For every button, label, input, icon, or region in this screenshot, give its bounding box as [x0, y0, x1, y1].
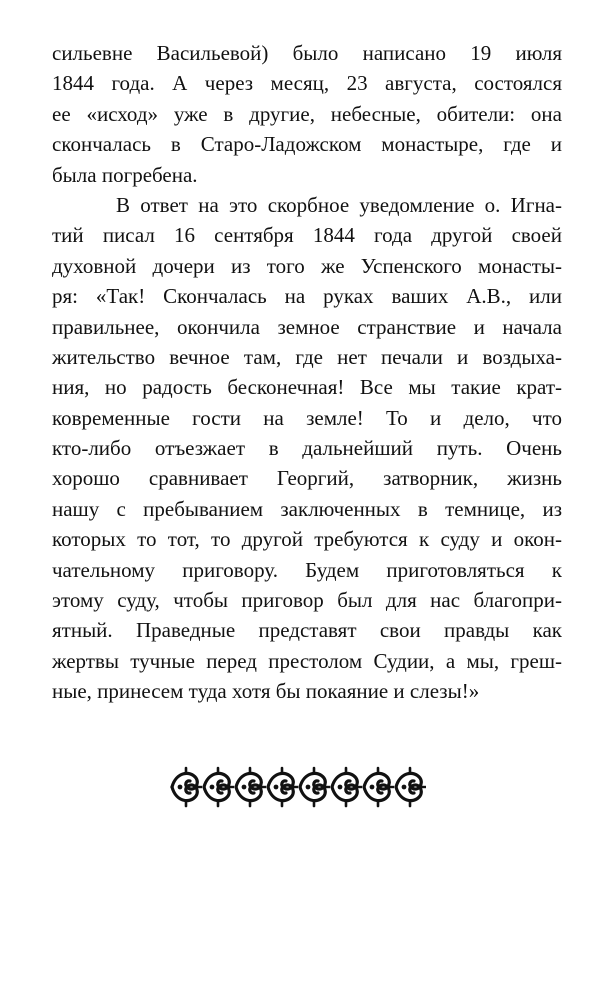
- text-line: жительство вечное там, где нет печали и воздыха-: [52, 344, 562, 369]
- text-line: ковременные гости на земле! То и дело, что: [52, 405, 562, 430]
- text-line: тий писал 16 сентября 1844 года другой своей: [52, 223, 562, 248]
- text-line: правильнее, окончила земное странствие и начала: [52, 314, 562, 339]
- text-line: ря: «Так! Скончалась на руках ваших А.В., или: [52, 284, 562, 309]
- text-line: ятный. Праведные представят свои правды как: [52, 618, 562, 643]
- text-line: В ответ на это скорбное уведомление о. Игна-: [116, 192, 562, 217]
- text-line: ные, принесем туда хотя бы покаяние и слезы!»: [52, 679, 480, 704]
- text-line: хорошо сравнивает Георгий, затворник, жизнь: [52, 466, 562, 491]
- text-line: духовной дочери из того же Успенского монасты-: [52, 253, 562, 278]
- text-line: чательному приговору. Будем приготовляться к: [52, 557, 562, 582]
- text-line: скончалась в Старо-Ладожском монастыре, где и: [52, 132, 562, 157]
- text-line: сильевне Васильевой) было написано 19 июля: [52, 41, 562, 65]
- text-line: которых то тот, то другой требуются к суду и окон-: [52, 527, 562, 552]
- text-line: кто-либо отъезжает в дальнейший путь. Очень: [52, 436, 562, 461]
- text-line: нашу с пребыванием заключенных в темнице, из: [52, 496, 562, 521]
- text-line: ее «исход» уже в другие, небесные, обители: она: [52, 101, 562, 126]
- paragraph-2: [52, 190, 562, 707]
- text-line: 1844 года. А через месяц, 23 августа, состоялся: [52, 71, 562, 96]
- body-text: [52, 38, 562, 707]
- text-line: была погребена.: [52, 162, 198, 187]
- floral-vignette-icon: [170, 766, 426, 808]
- paragraph-1: [52, 38, 562, 190]
- text-line: ния, но радость бесконечная! Все мы такие крат-: [52, 375, 562, 400]
- text-line: жертвы тучные перед престолом Судии, а мы, греш-: [52, 648, 562, 673]
- text-line: этому суду, чтобы приговор был для нас благопри-: [52, 588, 562, 613]
